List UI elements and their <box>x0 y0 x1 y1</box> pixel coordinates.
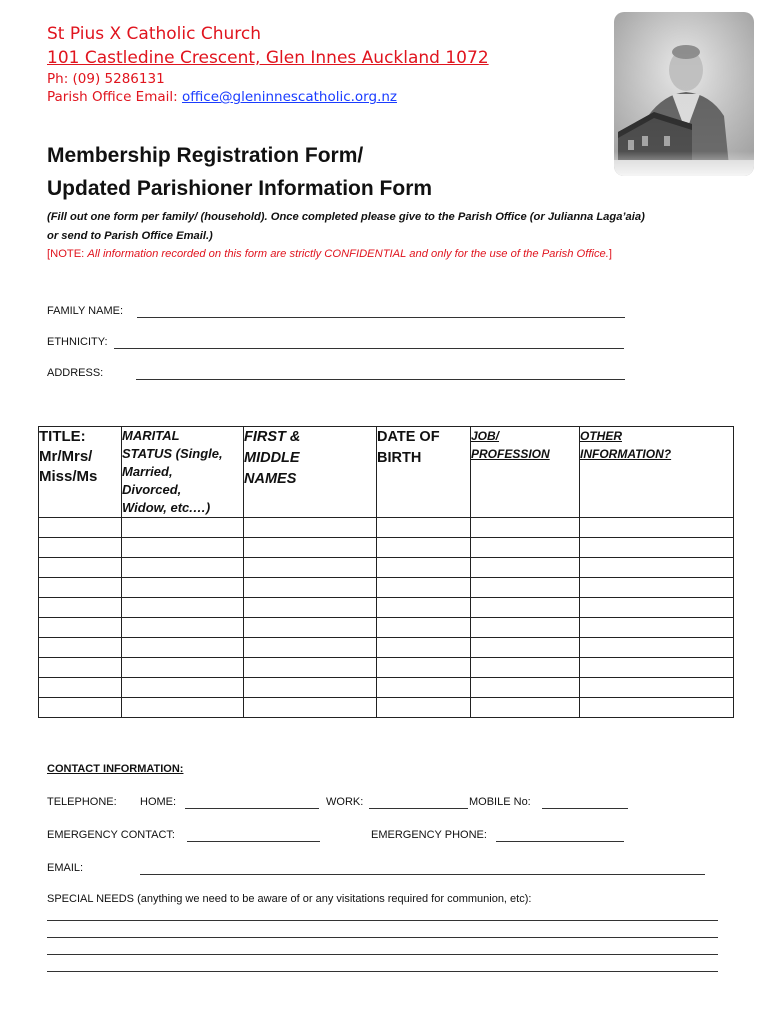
table-cell[interactable] <box>580 678 734 698</box>
table-cell[interactable] <box>244 618 377 638</box>
table-cell[interactable] <box>39 638 122 658</box>
table-row <box>39 658 734 678</box>
table-cell[interactable] <box>122 558 244 578</box>
table-cell[interactable] <box>244 638 377 658</box>
table-cell[interactable] <box>122 578 244 598</box>
table-cell[interactable] <box>39 598 122 618</box>
table-row <box>39 698 734 718</box>
table-cell[interactable] <box>471 698 580 718</box>
table-cell[interactable] <box>580 638 734 658</box>
table-header-row <box>39 427 734 518</box>
special-needs-line[interactable] <box>47 971 718 972</box>
table-cell[interactable] <box>39 698 122 718</box>
contact-heading: CONTACT INFORMATION: <box>47 763 184 775</box>
table-cell[interactable] <box>377 698 471 718</box>
church-phone: Ph: (09) 5286131 <box>47 71 165 87</box>
table-cell[interactable] <box>244 598 377 618</box>
table-cell[interactable] <box>39 578 122 598</box>
ethnicity-label: ETHNICITY: <box>47 336 108 348</box>
table-cell[interactable] <box>471 638 580 658</box>
family-name-field[interactable] <box>137 317 625 318</box>
table-cell[interactable] <box>122 678 244 698</box>
table-cell[interactable] <box>244 658 377 678</box>
special-needs-label: SPECIAL NEEDS (anything we need to be aware of or any visitations required for communion, etc): <box>47 893 532 905</box>
table-cell[interactable] <box>471 578 580 598</box>
church-address: 101 Castledine Crescent, Glen Innes Auckland 1072 <box>47 48 489 68</box>
header-title: TITLE: Mr/Mrs/ Miss/Ms <box>39 427 122 518</box>
table-cell[interactable] <box>122 518 244 538</box>
instructions-line2: or send to Parish Office Email.) <box>47 230 213 242</box>
table-cell[interactable] <box>39 538 122 558</box>
mobile-label: MOBILE No: <box>469 796 531 808</box>
special-needs-line[interactable] <box>47 954 718 955</box>
table-cell[interactable] <box>471 598 580 618</box>
table-row <box>39 518 734 538</box>
emergency-phone-label: EMERGENCY PHONE: <box>371 829 487 841</box>
table-cell[interactable] <box>580 518 734 538</box>
parish-email-line <box>47 89 397 105</box>
table-cell[interactable] <box>122 658 244 678</box>
table-row <box>39 558 734 578</box>
table-cell[interactable] <box>580 698 734 718</box>
household-members-table <box>38 426 734 718</box>
table-cell[interactable] <box>377 678 471 698</box>
header-job-profession: JOB/ PROFESSION <box>471 427 580 518</box>
parish-email-link[interactable]: office@gleninnescatholic.org.nz <box>181 89 398 105</box>
table-cell[interactable] <box>377 518 471 538</box>
table-row <box>39 578 734 598</box>
table-cell[interactable] <box>471 618 580 638</box>
table-cell[interactable] <box>122 598 244 618</box>
table-cell[interactable] <box>244 698 377 718</box>
telephone-label: TELEPHONE: <box>47 796 117 808</box>
saint-portrait-image <box>614 12 754 176</box>
table-cell[interactable] <box>471 658 580 678</box>
table-row <box>39 598 734 618</box>
work-phone-label: WORK: <box>326 796 364 808</box>
table-cell[interactable] <box>39 678 122 698</box>
table-cell[interactable] <box>39 618 122 638</box>
table-cell[interactable] <box>39 658 122 678</box>
email-label: Parish Office Email: <box>47 89 182 105</box>
table-cell[interactable] <box>244 518 377 538</box>
form-title-line1: Membership Registration Form/ <box>47 144 364 167</box>
table-row <box>39 638 734 658</box>
table-body <box>39 518 734 718</box>
table-row <box>39 538 734 558</box>
work-phone-field[interactable] <box>369 808 468 809</box>
table-cell[interactable] <box>580 618 734 638</box>
home-phone-field[interactable] <box>185 808 319 809</box>
mobile-field[interactable] <box>542 808 628 809</box>
table-cell[interactable] <box>122 698 244 718</box>
ethnicity-field[interactable] <box>114 348 624 349</box>
table-cell[interactable] <box>244 578 377 598</box>
special-needs-line[interactable] <box>47 920 718 921</box>
table-cell[interactable] <box>377 558 471 578</box>
table-cell[interactable] <box>377 578 471 598</box>
table-cell[interactable] <box>471 678 580 698</box>
home-phone-label: HOME: <box>140 796 177 808</box>
table-cell[interactable] <box>377 538 471 558</box>
table-cell[interactable] <box>377 638 471 658</box>
confidential-note: [NOTE: All information recorded on this form are strictly CONFIDENTIAL and only for the use of the Parish Office.] <box>47 248 612 260</box>
table-cell[interactable] <box>244 678 377 698</box>
table-cell[interactable] <box>244 538 377 558</box>
emergency-phone-field[interactable] <box>496 841 624 842</box>
table-cell[interactable] <box>580 578 734 598</box>
table-cell[interactable] <box>122 638 244 658</box>
table-cell[interactable] <box>377 618 471 638</box>
special-needs-line[interactable] <box>47 937 718 938</box>
table-cell[interactable] <box>580 558 734 578</box>
table-row <box>39 678 734 698</box>
table-cell[interactable] <box>580 598 734 618</box>
header-first-middle-names: FIRST & MIDDLE NAMES <box>244 427 377 518</box>
table-cell[interactable] <box>377 658 471 678</box>
table-cell[interactable] <box>471 518 580 538</box>
email-field[interactable] <box>140 874 705 875</box>
table-cell[interactable] <box>39 558 122 578</box>
instructions-line1: (Fill out one form per family/ (household). Once completed please give to the Parish Office (or Julianna Laga’aia) <box>47 211 645 223</box>
header-other-information: OTHER INFORMATION? <box>580 427 734 518</box>
header-marital-status: MARITAL STATUS (Single, Married, Divorced, Widow, etc.…) <box>122 427 244 518</box>
address-field[interactable] <box>136 379 625 380</box>
table-row <box>39 618 734 638</box>
table-cell[interactable] <box>39 518 122 538</box>
table-cell[interactable] <box>471 558 580 578</box>
address-label: ADDRESS: <box>47 367 104 379</box>
table-cell[interactable] <box>244 558 377 578</box>
church-name: St Pius X Catholic Church <box>47 24 262 44</box>
table-cell[interactable] <box>580 658 734 678</box>
table-cell[interactable] <box>580 538 734 558</box>
emergency-contact-field[interactable] <box>187 841 320 842</box>
header-date-of-birth: DATE OF BIRTH <box>377 427 471 518</box>
table-cell[interactable] <box>377 598 471 618</box>
table-cell[interactable] <box>471 538 580 558</box>
email-label: EMAIL: <box>47 862 84 874</box>
table-cell[interactable] <box>122 618 244 638</box>
emergency-contact-label: EMERGENCY CONTACT: <box>47 829 175 841</box>
form-title-line2: Updated Parishioner Information Form <box>47 177 433 200</box>
family-name-label: FAMILY NAME: <box>47 305 124 317</box>
table-cell[interactable] <box>122 538 244 558</box>
